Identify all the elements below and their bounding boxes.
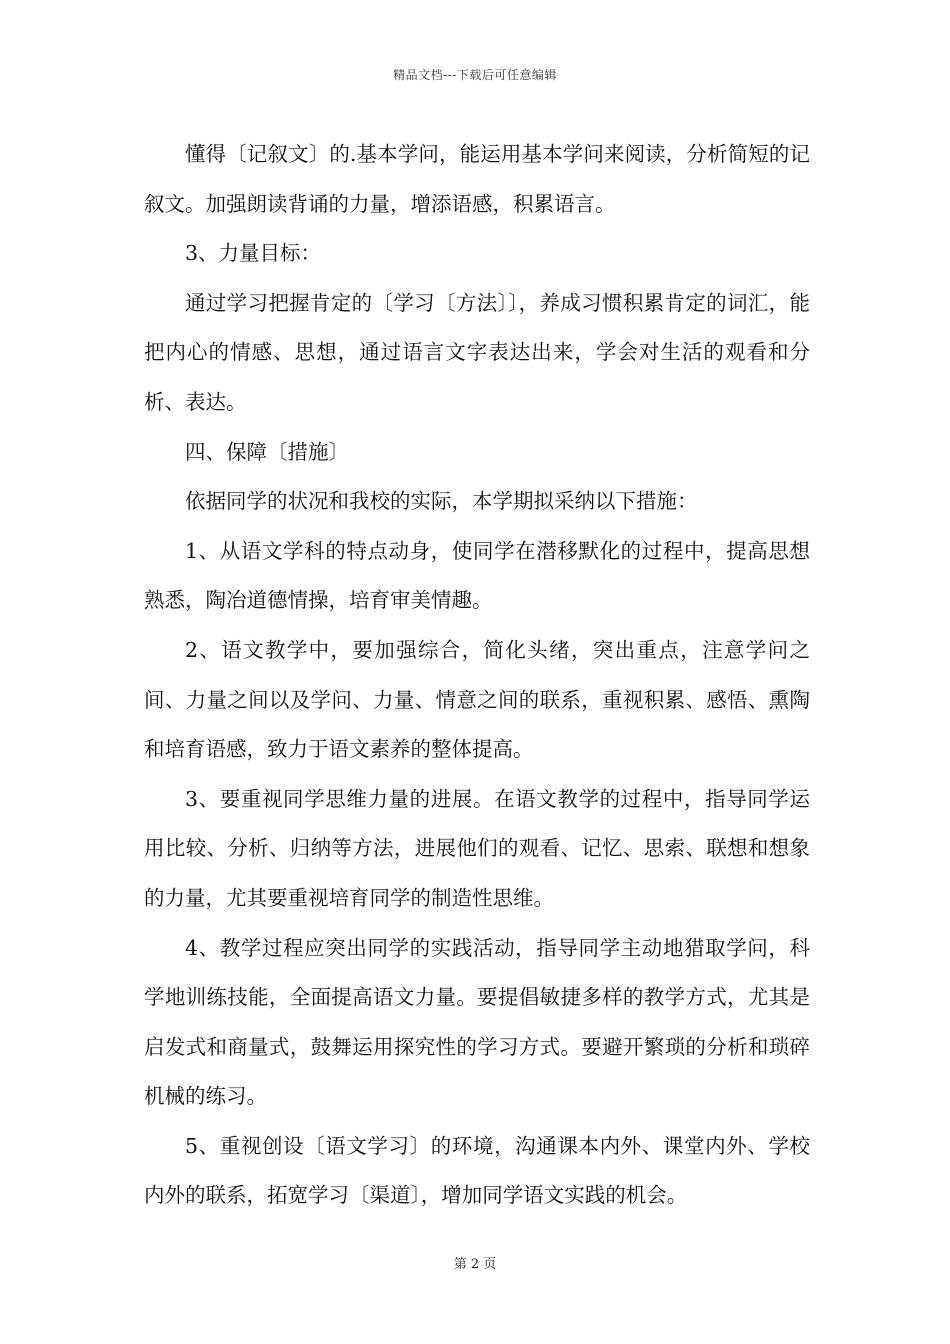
- list-item: 4、教学过程应突出同学的实践活动，指导同学主动地猎取学问，科学地训练技能，全面提高语文力量。要提倡敏捷多样的教学方式，尤其是启发式和商量式，鼓舞运用探究性的学习方式。要避开繁琐的分析和琐碎机械的练习。: [144, 935, 810, 1109]
- list-item: 1、从语文学科的特点动身，使同学在潜移默化的过程中，提高思想熟悉，陶冶道德情操，培育审美情趣。: [144, 538, 810, 613]
- list-item: 5、重视创设〔语文学习〕的环境，沟通课本内外、课堂内外、学校内外的联系，拓宽学习〔渠道〕，增加同学语文实践的机会。: [144, 1133, 810, 1208]
- list-item: 3、要重视同学思维力量的进展。在语文教学的过程中，指导同学运用比较、分析、归纳等方法，进展他们的观看、记忆、思索、联想和想象的力量，尤其要重视培育同学的制造性思维。: [144, 786, 810, 910]
- list-item: 2、语文教学中，要加强综合，简化头绪，突出重点，注意学问之间、力量之间以及学问、力量、情意之间的联系，重视积累、感悟、熏陶和培育语感，致力于语文素养的整体提高。: [144, 637, 810, 762]
- document-body: [144, 130, 810, 1221]
- paragraph: 3、力量目标：: [185, 241, 322, 266]
- page-header: 精品文档---下载后可任意编辑: [393, 68, 557, 82]
- section-heading: 四、保障〔措施〕: [185, 439, 349, 464]
- paragraph: 依据同学的状况和我校的实际，本学期拟采纳以下措施：: [185, 489, 698, 514]
- page-number: 第 2 页: [453, 1257, 497, 1272]
- paragraph: 懂得〔记叙文〕的.基本学问，能运用基本学问来阅读，分析简短的记叙文。加强朗读背诵的力量，增添语感，积累语言。: [144, 142, 810, 216]
- paragraph: 通过学习把握肯定的〔学习〔方法〕〕，养成习惯积累肯定的词汇，能把内心的情感、思想，通过语言文字表达出来，学会对生活的观看和分析、表达。: [144, 290, 810, 414]
